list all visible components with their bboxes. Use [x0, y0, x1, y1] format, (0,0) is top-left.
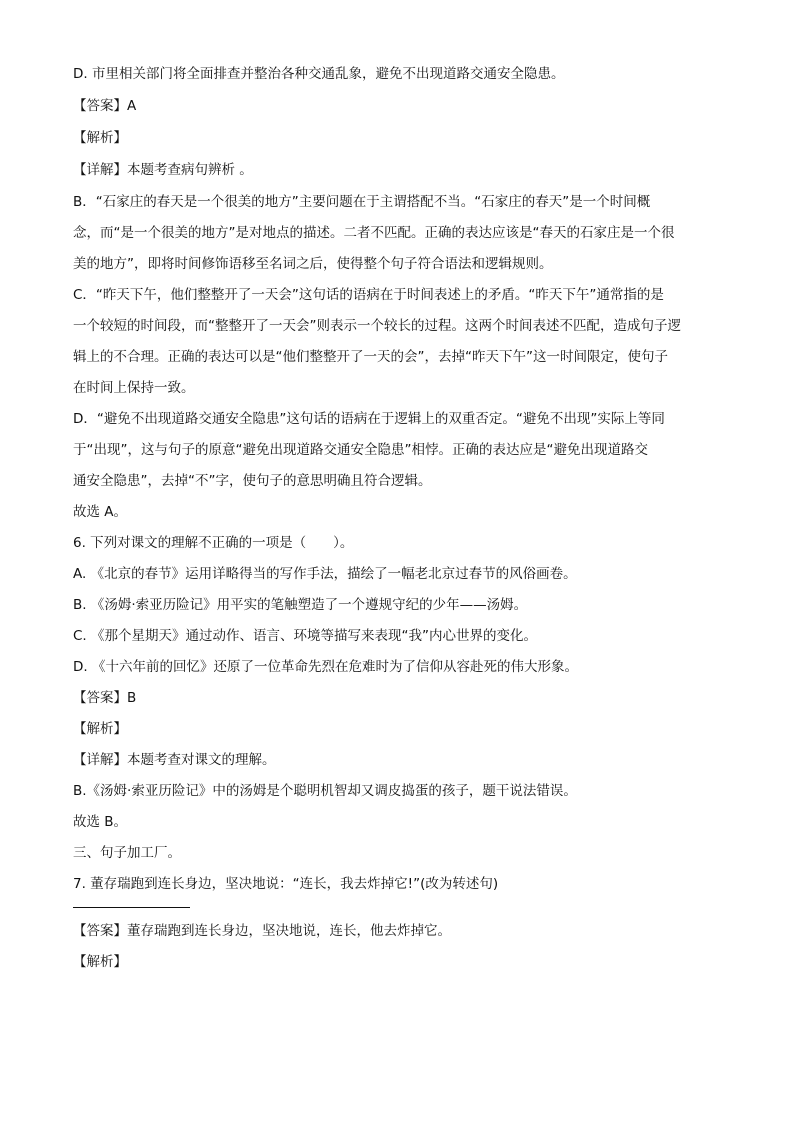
q7-analysis-label: 【解析】: [73, 954, 127, 970]
q6-detail: 【详解】本题考查对课文的理解。: [73, 752, 276, 768]
conclusion-line: 故选 A。: [73, 504, 128, 520]
q6-conclusion: 故选 B。: [73, 814, 128, 830]
q6-option-a: A. 《北京的春节》运用详略得当的写作手法，描绘了一幅老北京过春节的风俗画卷。: [73, 566, 577, 582]
question-7: 7. 董存瑞跑到连长身边，坚决地说：“连长，我去炸掉它!”(改为转述句): [73, 876, 499, 892]
option-d-line: D. 市里相关部门将全面排查并整治各种交通乱象，避免不出现道路交通安全隐患。: [73, 66, 565, 82]
explanation-b-line-1: B．“石家庄的春天是一个很美的地方”主要问题在于主谓搭配不当。“石家庄的春天”是一个时间概: [73, 194, 651, 210]
answer-blank-line: [73, 907, 190, 908]
q6-option-d: D. 《十六年前的回忆》还原了一位革命先烈在危难时为了信仰从容赴死的伟大形象。: [73, 659, 578, 675]
detail-label: 【详解】本题考查病句辨析 。: [73, 162, 253, 178]
explanation-c-line-1: C．“昨天下午，他们整整开了一天会”这句话的语病在于时间表述上的矛盾。“昨天下午”通常指的是: [73, 287, 664, 303]
explanation-d-line-1: D．“避免不出现道路交通安全隐患”这句话的语病在于逻辑上的双重否定。“避免不出现”实际上等同: [73, 411, 665, 427]
answer-label: 【答案】A: [73, 98, 137, 114]
explanation-b-line-2: 念，而“是一个很美的地方”是对地点的描述。二者不匹配。正确的表达应该是“春天的石家庄是一个很: [73, 225, 675, 241]
explanation-d-line-2: 于“出现”，这与句子的原意“避免出现道路交通安全隐患”相悖。正确的表达应是“避免出现道路交: [73, 442, 648, 458]
q6-explanation: B.《汤姆·索亚历险记》中的汤姆是个聪明机智却又调皮捣蛋的孩子，题干说法错误。: [73, 783, 577, 799]
q6-option-b: B. 《汤姆·索亚历险记》用平实的笔触塑造了一个遵规守纪的少年——汤姆。: [73, 597, 528, 613]
q6-answer: 【答案】B: [73, 690, 137, 706]
question-6: 6. 下列对课文的理解不正确的一项是（ ）。: [73, 535, 354, 551]
explanation-c-line-4: 在时间上保持一致。: [73, 380, 195, 396]
analysis-label: 【解析】: [73, 130, 127, 146]
q6-option-c: C. 《那个星期天》通过动作、语言、环境等描写来表现“我”内心世界的变化。: [73, 628, 537, 644]
explanation-b-line-3: 美的地方”，即将时间修饰语移至名词之后，使得整个句子符合语法和逻辑规则。: [73, 256, 553, 272]
explanation-c-line-3: 辑上的不合理。正确的表达可以是“他们整整开了一天的会”，去掉“昨天下午”这一时间限定，使句子: [73, 349, 668, 365]
q7-answer: 【答案】董存瑞跑到连长身边，坚决地说，连长，他去炸掉它。: [73, 923, 451, 939]
explanation-c-line-2: 一个较短的时间段，而“整整开了一天会”则表示一个较长的过程。这两个时间表述不匹配，造成句子逻: [73, 318, 681, 334]
explanation-d-line-3: 通安全隐患”，去掉“不”字，使句子的意思明确且符合逻辑。: [73, 473, 432, 489]
document-page: [73, 64, 723, 972]
section-three-heading: 三、句子加工厂。: [73, 845, 181, 861]
q6-analysis-label: 【解析】: [73, 721, 127, 737]
